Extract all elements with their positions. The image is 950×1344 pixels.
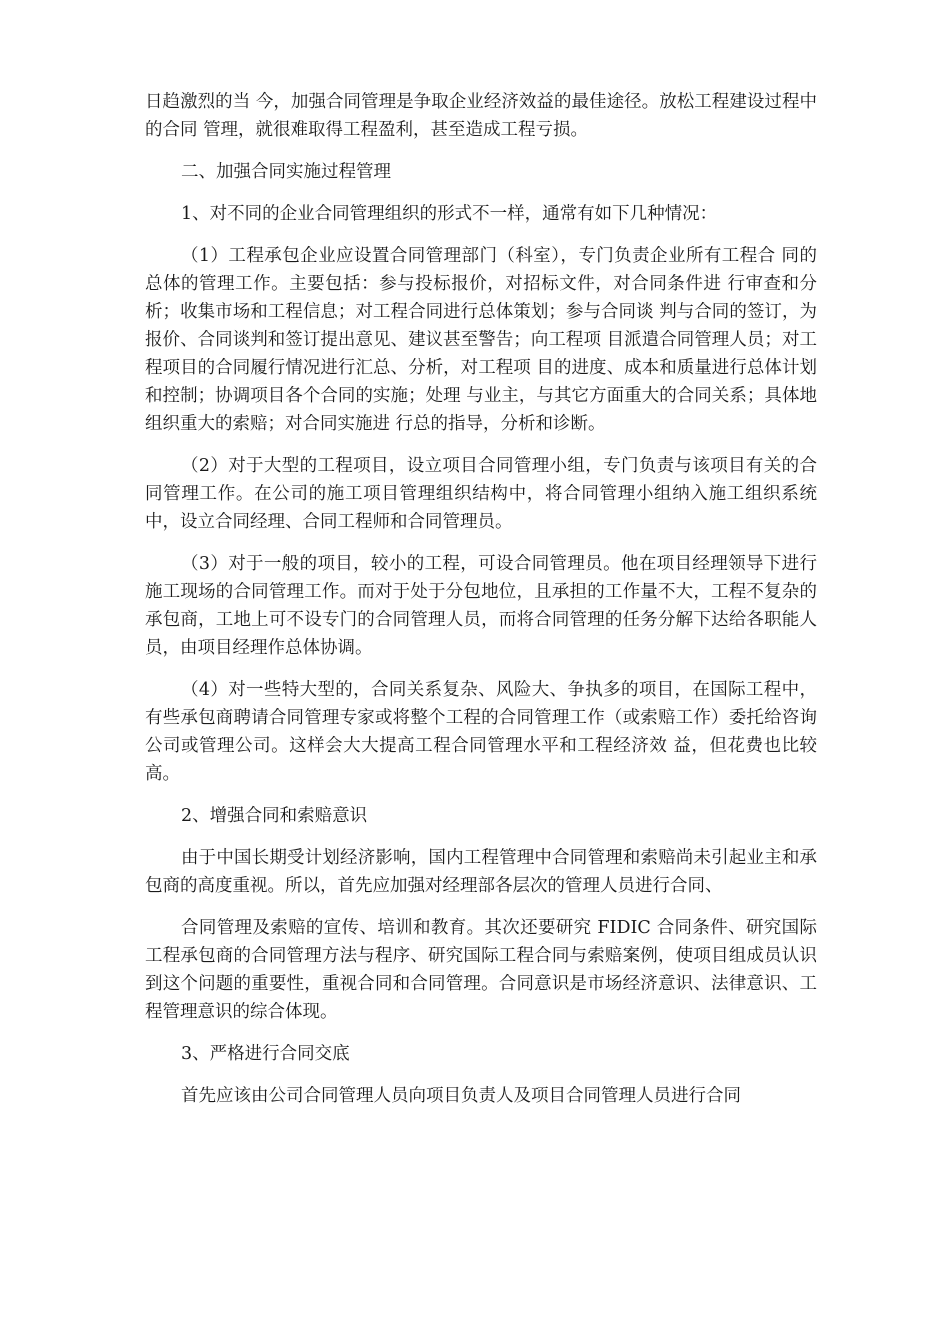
paragraph-item-3: （3）对于一般的项目，较小的工程，可设合同管理员。他在项目经理领导下进行施工现场的合同管理工作。而对于处于分包地位，且承担的工作量不大，工程不复杂的承包商，工地上可不设专门的合同管理人员，而将合同管理的任务分解下达给各职能人员，由项目经理作总体协调。 <box>145 554 817 658</box>
paragraph-intro: 日趋激烈的当 今，加强合同管理是争取企业经济效益的最佳途径。放松工程建设过程中的合同 管理，就很难取得工程盈利，甚至造成工程亏损。 <box>145 92 817 140</box>
paragraph-awareness-1: 由于中国长期受计划经济影响，国内工程管理中合同管理和索赔尚未引起业主和承包商的高度重视。所以，首先应加强对经理部各层次的管理人员进行合同、 <box>145 848 817 896</box>
paragraph-item-1: （1）工程承包企业应设置合同管理部门（科室），专门负责企业所有工程合 同的总体的管理工作。主要包括：参与投标报价，对招标文件，对合同条件进 行审查和分析；收集市场和工程信息；对工程合同进行总体策划；参与合同谈 判与合同的签订，为报价、合同谈判和签订提出意见、建议甚至警告；向工程项 目派遣合同管理人员；对工程项目的合同履行情况进行汇总、分析，对工程项 目的进度、成本和质量进行总体计划和控制；协调项目各个合同的实施；处理 与业主，与其它方面重大的合同关系；具体地组织重大的索赔；对合同实施进 行总的指导，分析和诊断。 <box>145 246 817 434</box>
paragraph-item-4: （4）对一些特大型的，合同关系复杂、风险大、争执多的项目，在国际工程中，有些承包商聘请合同管理专家或将整个工程的合同管理工作（或索赔工作）委托给咨询公司或管理公司。这样会大大提高工程合同管理水平和工程经济效 益，但花费也比较高。 <box>145 680 817 784</box>
subsection-heading-1: 1、对不同的企业合同管理组织的形式不一样，通常有如下几种情况： <box>181 204 718 224</box>
paragraph-briefing: 首先应该由公司合同管理人员向项目负责人及项目合同管理人员进行合同 <box>181 1086 741 1106</box>
subsection-heading-2: 2、增强合同和索赔意识 <box>181 806 368 826</box>
paragraph-item-2: （2）对于大型的工程项目，设立项目合同管理小组，专门负责与该项目有关的合同管理工作。在公司的施工项目管理组织结构中，将合同管理小组纳入施工组织系统中，设立合同经理、合同工程师和合同管理员。 <box>145 456 817 532</box>
paragraph-awareness-2: 合同管理及索赔的宣传、培训和教育。其次还要研究 FIDIC 合同条件、研究国际工程承包商的合同管理方法与程序、研究国际工程合同与索赔案例，使项目组成员认识到这个问题的重要性，重视合同和合同管理。合同意识是市场经济意识、法律意识、工程管理意识的综合体现。 <box>145 918 817 1022</box>
document-body <box>145 88 817 1124</box>
subsection-heading-3: 3、严格进行合同交底 <box>181 1044 350 1064</box>
section-heading-2: 二、加强合同实施过程管理 <box>181 162 391 182</box>
